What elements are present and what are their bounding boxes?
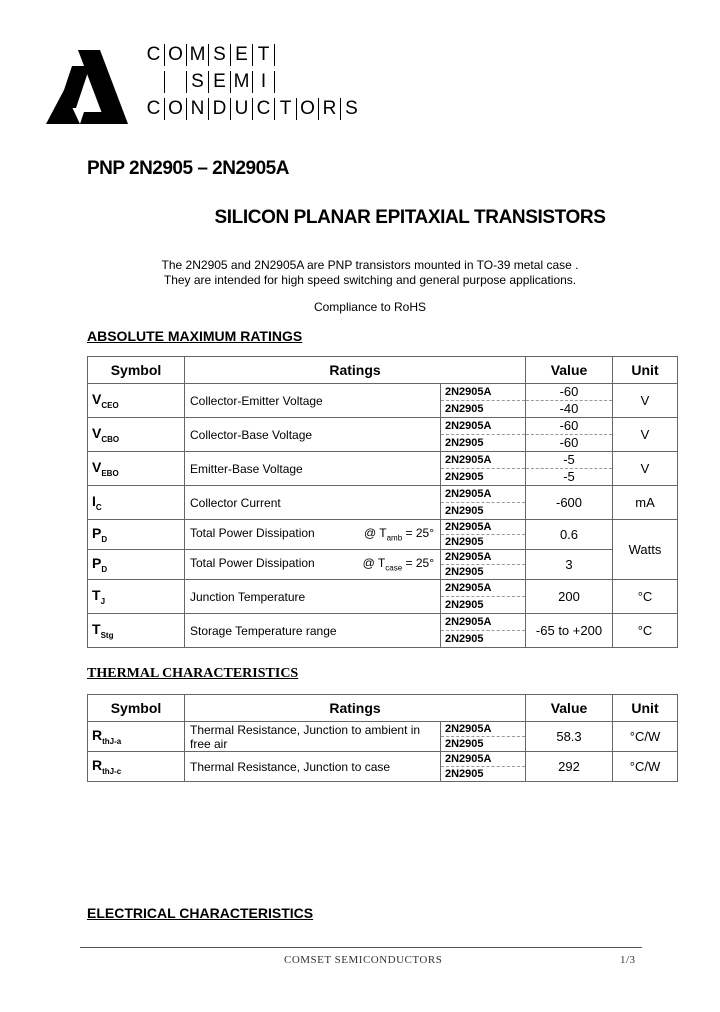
header-unit: Unit: [613, 695, 678, 722]
rating-cell: Collector Current: [185, 486, 441, 520]
symbol-cell: $P_D$: [88, 550, 185, 580]
unit-cell: °C: [613, 614, 678, 648]
logo-letter: E: [231, 44, 253, 66]
logo-letter: N: [187, 98, 209, 120]
table-row: [88, 614, 678, 648]
rating-cell: Collector-Base Voltage: [185, 418, 441, 452]
header-value: Value: [526, 357, 613, 384]
logo-letter: R: [319, 98, 341, 120]
value-cell: -65 to +200: [526, 614, 613, 648]
document-subtitle: SILICON PLANAR EPITAXIAL TRANSISTORS: [214, 207, 606, 228]
logo-letter: S: [187, 71, 209, 93]
symbol-cell: $R_{thJ-a}$: [88, 722, 185, 752]
footer-divider: [80, 947, 642, 948]
table-row: [88, 418, 678, 452]
footer-page-number: 1/3: [620, 954, 636, 966]
symbol-cell: $R_{thJ-c}$: [88, 752, 185, 782]
page-title: PNP 2N2905 – 2N2905A: [87, 158, 289, 179]
header-value: Value: [526, 695, 613, 722]
header-ratings: Ratings: [185, 357, 526, 384]
logo-letter: S: [209, 44, 231, 66]
abs-max-table: [87, 356, 678, 648]
symbol-cell: $I_C$: [88, 486, 185, 520]
table-row: [88, 486, 678, 520]
logo-row-2: [143, 71, 275, 97]
device-cell: 2N2905A 2N2905: [441, 452, 526, 486]
value-cell: -600: [526, 486, 613, 520]
unit-cell: V: [613, 384, 678, 418]
unit-cell: V: [613, 418, 678, 452]
logo-row-1: [143, 44, 275, 70]
table-row: [88, 722, 678, 752]
symbol-cell: $T_{Stg}$: [88, 614, 185, 648]
device-cell: 2N2905A 2N2905: [441, 384, 526, 418]
compliance-note: Compliance to RoHS: [313, 300, 427, 314]
symbol-cell: $P_D$: [88, 520, 185, 550]
intro-line-1: The 2N2905 and 2N2905A are PNP transistors mounted in TO-39 metal case .: [161, 258, 579, 272]
logo-letter: E: [209, 71, 231, 93]
logo-letter: M: [187, 44, 209, 66]
rating-cell: Thermal Resistance, Junction to case: [185, 752, 441, 782]
header-symbol: Symbol: [88, 695, 185, 722]
logo-letter: O: [297, 98, 319, 120]
unit-cell: mA: [613, 486, 678, 520]
logo-letter: M: [231, 71, 253, 93]
logo-row-3: [143, 98, 362, 124]
table-header-row: [88, 357, 678, 384]
rating-cell: Junction Temperature: [185, 580, 441, 614]
logo-wordmark: [143, 44, 377, 122]
logo-letter: U: [231, 98, 253, 120]
logo-letter: T: [275, 98, 297, 120]
table-row: [88, 452, 678, 486]
symbol-cell: $T_J$: [88, 580, 185, 614]
rating-cell: Collector-Emitter Voltage: [185, 384, 441, 418]
table-row: [88, 580, 678, 614]
rating-cell: Thermal Resistance, Junction to ambient in free air: [185, 722, 441, 752]
logo-letter: C: [143, 44, 165, 66]
device-cell: 2N2905A 2N2905: [441, 520, 526, 550]
logo-letter: O: [165, 98, 187, 120]
logo-letter: I: [253, 71, 275, 93]
device-cell: 2N2905A 2N2905: [441, 752, 526, 782]
table-row: [88, 384, 678, 418]
logo-letter: [165, 71, 187, 93]
device-cell: 2N2905A 2N2905: [441, 486, 526, 520]
value-cell: 3: [526, 550, 613, 580]
table-row: [88, 550, 678, 580]
thermal-table: [87, 694, 678, 782]
electrical-heading: ELECTRICAL CHARACTERISTICS: [87, 905, 314, 921]
intro-line-2: They are intended for high speed switching and general purpose applications.: [163, 273, 577, 287]
device-cell: 2N2905A 2N2905: [441, 722, 526, 752]
logo-letter: D: [209, 98, 231, 120]
table-row: [88, 520, 678, 550]
logo-letter: C: [143, 98, 165, 120]
symbol-cell: $V_{CBO}$: [88, 418, 185, 452]
header-ratings: Ratings: [185, 695, 526, 722]
header-unit: Unit: [613, 357, 678, 384]
table-header-row: [88, 695, 678, 722]
unit-cell: °C/W: [613, 752, 678, 782]
rating-cell: Emitter-Base Voltage: [185, 452, 441, 486]
logo-letter: T: [253, 44, 275, 66]
header-symbol: Symbol: [88, 357, 185, 384]
rating-cell: Storage Temperature range: [185, 614, 441, 648]
unit-cell: Watts: [613, 520, 678, 580]
logo-letter: S: [345, 98, 358, 119]
device-cell: 2N2905A 2N2905: [441, 418, 526, 452]
value-cell: 58.3: [526, 722, 613, 752]
symbol-cell: $V_{CEO}$: [88, 384, 185, 418]
rating-cell: Total Power Dissipation @ $T_{case} = 25^\circ$: [185, 550, 441, 580]
device-cell: 2N2905A 2N2905: [441, 614, 526, 648]
value-cell: 0.6: [526, 520, 613, 550]
device-cell: 2N2905A 2N2905: [441, 580, 526, 614]
company-logo-icon: [44, 46, 144, 126]
unit-cell: °C/W: [613, 722, 678, 752]
table-row: [88, 752, 678, 782]
logo-letter: [143, 71, 165, 93]
abs-max-heading: ABSOLUTE MAXIMUM RATINGS: [87, 328, 303, 344]
thermal-heading: THERMAL CHARACTERISTICS: [87, 666, 299, 681]
value-cell: 200: [526, 580, 613, 614]
value-cell: -60 -40: [526, 384, 613, 418]
device-cell: 2N2905A 2N2905: [441, 550, 526, 580]
unit-cell: °C: [613, 580, 678, 614]
unit-cell: V: [613, 452, 678, 486]
symbol-cell: $V_{EBO}$: [88, 452, 185, 486]
value-cell: -60 -60: [526, 418, 613, 452]
footer-company: COMSET SEMICONDUCTORS: [284, 954, 443, 966]
value-cell: 292: [526, 752, 613, 782]
rating-cell: Total Power Dissipation @ $T_{amb} = 25^\circ$: [185, 520, 441, 550]
logo-letter: O: [165, 44, 187, 66]
value-cell: -5 -5: [526, 452, 613, 486]
logo-letter: C: [253, 98, 275, 120]
